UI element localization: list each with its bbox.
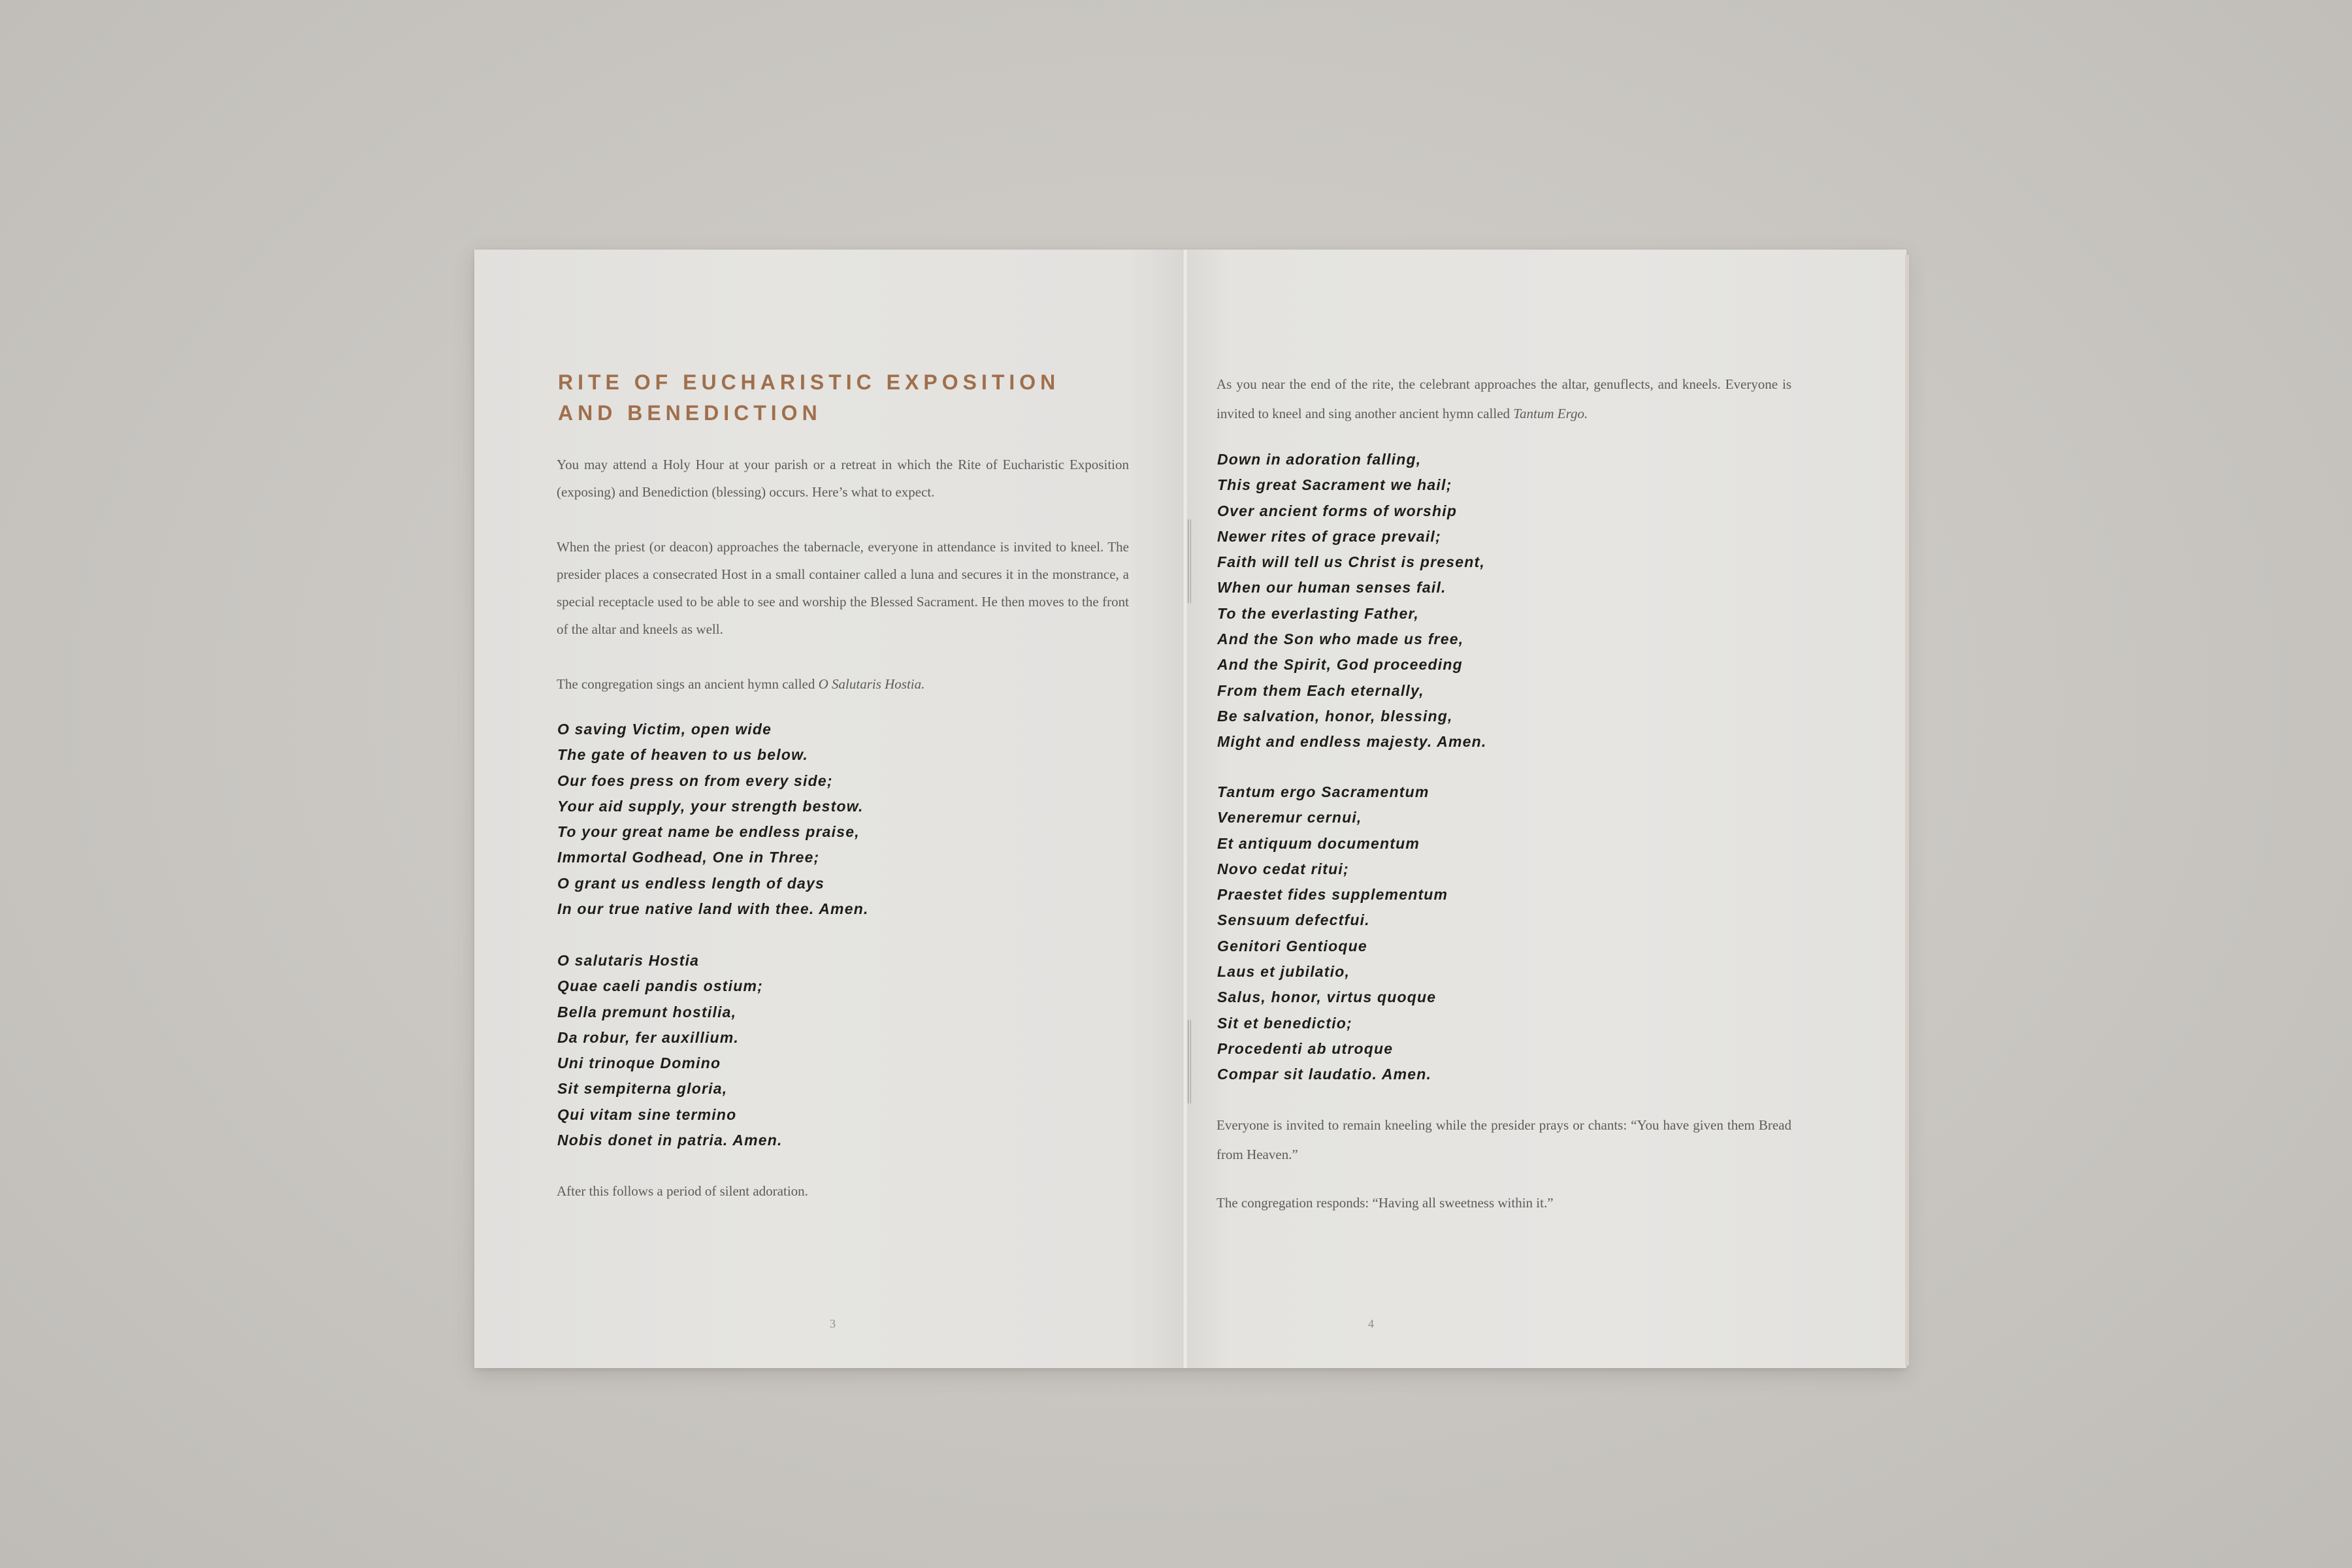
- hymn-line: Qui vitam sine termino: [557, 1105, 737, 1123]
- hymn-line: To the everlasting Father,: [1217, 604, 1419, 622]
- hymn-line: O salutaris Hostia: [557, 952, 700, 969]
- booklet-spine: [1182, 250, 1188, 1368]
- tantum-ergo-intro-text: As you near the end of the rite, the celebrant approaches the altar, genuflects, and kneels. Everyone is invited to kneel and sing another ancient hymn called: [1217, 376, 1791, 421]
- hymn-line: Might and endless majesty. Amen.: [1217, 733, 1487, 751]
- hymn-line: Sit et benedictio;: [1217, 1014, 1352, 1032]
- hymn-line: Faith will tell us Christ is present,: [1217, 553, 1485, 571]
- hymn-line: When our human senses fail.: [1217, 579, 1446, 596]
- hymn-line: Salus, honor, virtus quoque: [1217, 988, 1437, 1006]
- hymn-name-o-salutaris: O Salutaris Hostia.: [818, 676, 925, 692]
- congregation-text: The congregation sings an ancient hymn called: [557, 676, 819, 692]
- hymn-line: Et antiquum documentum: [1217, 834, 1420, 852]
- hymn-line: The gate of heaven to us below.: [557, 746, 808, 764]
- hymn-line: Immortal Godhead, One in Three;: [557, 849, 820, 866]
- staple: [1188, 519, 1191, 604]
- hymn-line: Nobis donet in patria. Amen.: [557, 1132, 783, 1149]
- tantum-ergo-intro-paragraph: [1217, 370, 1791, 429]
- left-page: [474, 250, 1185, 1368]
- hymn-line: Be salvation, honor, blessing,: [1217, 707, 1453, 725]
- congregation-paragraph: [557, 670, 1129, 698]
- hymn-line: Procedenti ab utroque: [1217, 1039, 1394, 1057]
- heading-line-1: RITE OF EUCHARISTIC EXPOSITION: [558, 370, 1060, 394]
- hymn-line: Veneremur cernui,: [1217, 809, 1362, 826]
- hymn-line: Quae caeli pandis ostium;: [557, 977, 764, 995]
- hymn-line: Da robur, fer auxillium.: [557, 1028, 740, 1046]
- heading-line-2: AND BENEDICTION: [558, 401, 822, 425]
- presider-prayer-paragraph: Everyone is invited to remain kneeling while the presider prays or chants: “You have given them Bread from Heaven.”: [1217, 1117, 1791, 1162]
- closing-paragraph: After this follows a period of silent adoration.: [557, 1183, 808, 1199]
- open-booklet: [474, 250, 1906, 1368]
- hymn-line: Sit sempiterna gloria,: [557, 1080, 728, 1098]
- hymn-line: Bella premunt hostilia,: [557, 1003, 737, 1021]
- page-number: 3: [830, 1317, 836, 1330]
- hymn-line: Praestet fides supplementum: [1217, 886, 1448, 904]
- hymn-line: Sensuum defectfui.: [1217, 911, 1370, 929]
- congregation-response-paragraph: The congregation responds: “Having all sweetness within it.”: [1217, 1195, 1554, 1211]
- hymn-line: Down in adoration falling,: [1217, 451, 1422, 468]
- hymn-line: Our foes press on from every side;: [557, 772, 833, 789]
- hymn-line: O grant us endless length of days: [557, 874, 825, 892]
- o-saving-victim-hymn: [557, 717, 869, 922]
- hymn-line: Compar sit laudatio. Amen.: [1217, 1066, 1432, 1083]
- page-number: 4: [1368, 1317, 1374, 1330]
- o-salutaris-hostia-hymn: [557, 948, 783, 1153]
- hymn-line: O saving Victim, open wide: [557, 721, 772, 738]
- tantum-ergo-hymn: [1217, 779, 1448, 1088]
- hymn-line: Newer rites of grace prevail;: [1217, 527, 1441, 545]
- staple: [1188, 1019, 1191, 1104]
- hymn-line: And the Son who made us free,: [1217, 630, 1464, 648]
- hymn-name-tantum-ergo: Tantum Ergo.: [1513, 406, 1588, 421]
- intro-paragraph: You may attend a Holy Hour at your parish or a retreat in which the Rite of Eucharistic Exposition (exposing) and Benediction (blessing) occurs. Here’s what to expect.: [557, 457, 1129, 500]
- right-page: [1185, 250, 1906, 1368]
- hymn-line: And the Spirit, God proceeding: [1217, 656, 1463, 674]
- down-in-adoration-hymn: [1217, 447, 1486, 755]
- hymn-line: Your aid supply, your strength bestow.: [557, 797, 864, 815]
- hymn-line: To your great name be endless praise,: [557, 823, 860, 841]
- hymn-line: This great Sacrament we hail;: [1217, 476, 1452, 494]
- page-heading: [558, 367, 1060, 429]
- hymn-line: In our true native land with thee. Amen.: [557, 900, 869, 918]
- hymn-line: Over ancient forms of worship: [1217, 502, 1458, 519]
- hymn-line: Genitori Gentioque: [1217, 937, 1367, 955]
- kneel-paragraph: When the priest (or deacon) approaches the tabernacle, everyone in attendance is invited to kneel. The presider places a consecrated Host in a small container called a luna and secures it in the monstrance, a special receptacle used to be able to see and worship the Blessed Sacrament. He then moves to the front of the altar and kneels as well.: [557, 539, 1129, 637]
- hymn-line: From them Each eternally,: [1217, 681, 1424, 699]
- hymn-line: Tantum ergo Sacramentum: [1217, 783, 1429, 800]
- hymn-line: Novo cedat ritui;: [1217, 860, 1349, 877]
- hymn-line: Laus et jubilatio,: [1217, 963, 1350, 981]
- hymn-line: Uni trinoque Domino: [557, 1054, 721, 1072]
